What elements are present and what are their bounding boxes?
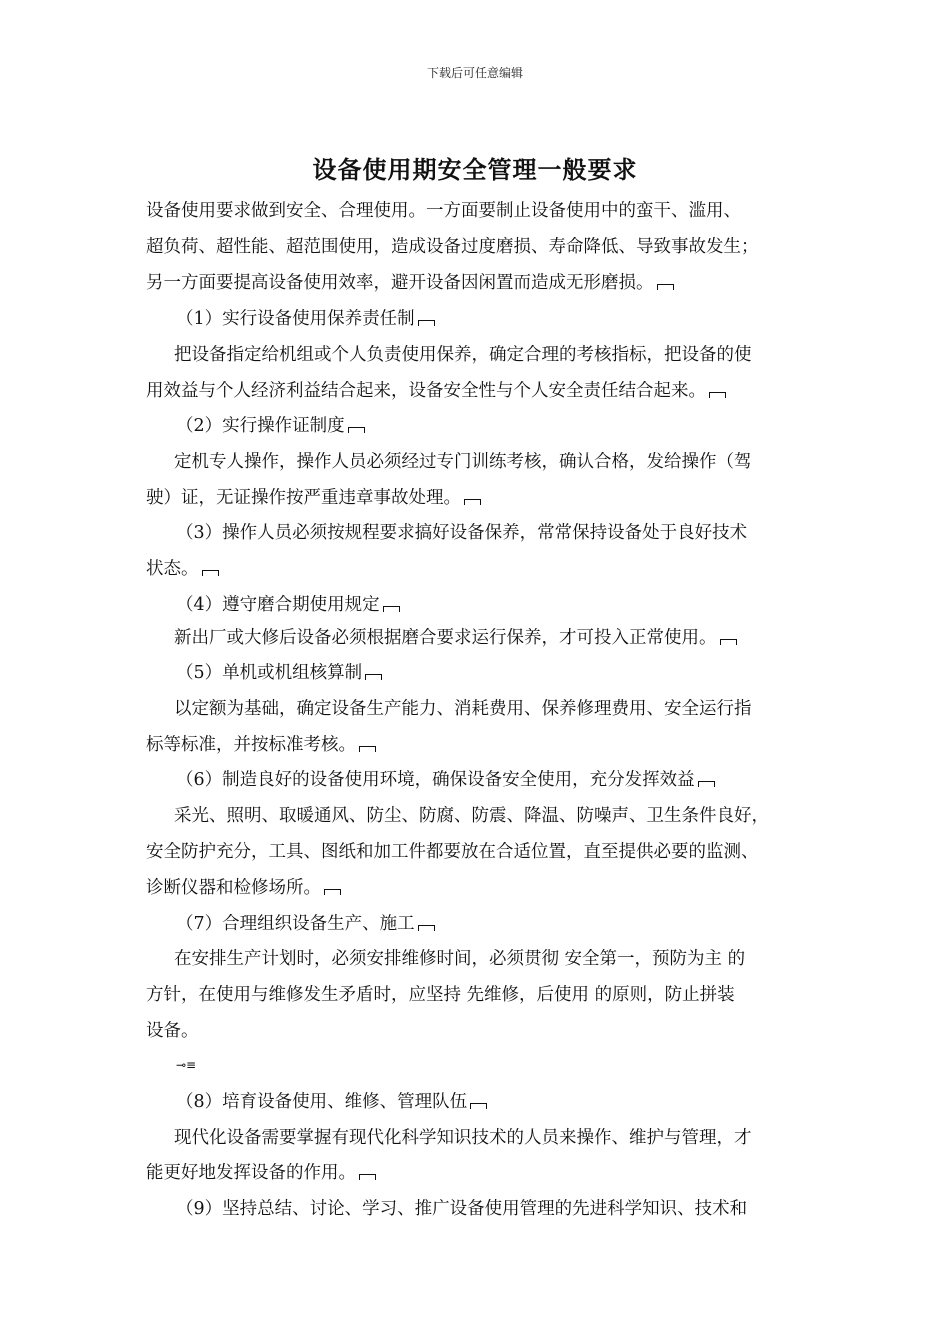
section-heading: （7）合理组织设备生产、施工 <box>176 911 435 937</box>
section-heading: （5）单机或机组核算制 <box>176 660 382 686</box>
paragraph-mark-icon <box>365 674 382 680</box>
body-line: 以定额为基础，确定设备生产能力、消耗费用、保养修理费用、安全运行指 <box>174 699 752 719</box>
body-line: 诊断仪器和检修场所。 <box>146 875 341 901</box>
body-line: 现代化设备需要掌握有现代化科学知识技术的人员来操作、维护与管理，才 <box>174 1128 752 1148</box>
body-line: 标等标准，并按标准考核。 <box>146 732 376 758</box>
body-line: 驶）证，无证操作按严重违章事故处理。 <box>146 485 481 511</box>
body-line: 能更好地发挥设备的作用。 <box>146 1160 376 1186</box>
section-heading: （4）遵守磨合期使用规定 <box>176 592 400 618</box>
section-heading: （6）制造良好的设备使用环境，确保设备安全使用，充分发挥效益 <box>176 767 715 793</box>
paragraph-mark-icon <box>418 925 435 931</box>
paragraph-mark-icon <box>348 427 365 433</box>
paragraph-mark-icon <box>698 781 715 787</box>
section-heading: （1）实行设备使用保养责任制 <box>176 306 435 332</box>
paragraph-mark-icon <box>383 606 400 612</box>
body-line: 设备使用要求做到安全、合理使用。一方面要制止设备使用中的蛮干、滥用、 <box>146 201 741 221</box>
body-line: 超负荷、超性能、超范围使用，造成设备过度磨损、寿命降低、导致事故发生； <box>146 237 759 257</box>
section-heading: （2）实行操作证制度 <box>176 413 365 439</box>
body-line: 新出厂或大修后设备必须根据磨合要求运行保养，才可投入正常使用。 <box>174 625 737 651</box>
paragraph-mark-icon <box>657 284 674 290</box>
body-line: 方针，在使用与维修发生矛盾时，应坚持 先维修，后使用 的原则，防止拼装 <box>146 985 735 1005</box>
page-title: 设备使用期安全管理一般要求 <box>312 155 638 184</box>
section-heading: （8）培育设备使用、维修、管理队伍 <box>176 1089 487 1115</box>
field-mark-icon: ⊸≡ <box>176 1058 197 1072</box>
body-line: 采光、照明、取暖通风、防尘、防腐、防震、降温、防噪声、卫生条件良好， <box>174 806 769 826</box>
paragraph-mark-icon <box>359 746 376 752</box>
section-heading: （9）坚持总结、讨论、学习、推广设备使用管理的先进科学知识、技术和 <box>176 1199 748 1219</box>
paragraph-mark-icon <box>359 1174 376 1180</box>
header-note: 下载后可任意编辑 <box>426 66 523 80</box>
section-heading: （3）操作人员必须按规程要求搞好设备保养，常常保持设备处于良好技术 <box>176 523 748 543</box>
paragraph-mark-icon <box>202 570 219 576</box>
body-line: 用效益与个人经济利益结合起来，设备安全性与个人安全责任结合起来。 <box>146 378 726 404</box>
paragraph-mark-icon <box>418 320 435 326</box>
paragraph-mark-icon <box>464 499 481 505</box>
body-line: 状态。 <box>146 556 219 582</box>
body-line: 设备。 <box>146 1021 199 1041</box>
paragraph-mark-icon <box>470 1103 487 1109</box>
body-line: 把设备指定给机组或个人负责使用保养，确定合理的考核指标，把设备的使 <box>174 345 752 365</box>
body-line: 定机专人操作，操作人员必须经过专门训练考核，确认合格，发给操作（驾 <box>174 452 752 472</box>
paragraph-mark-icon <box>720 639 737 645</box>
body-line: 安全防护充分，工具、图纸和加工件都要放在合适位置，直至提供必要的监测、 <box>146 842 759 862</box>
body-line: 在安排生产计划时，必须安排维修时间，必须贯彻 安全第一，预防为主 的 <box>174 949 746 969</box>
body-line: 另一方面要提高设备使用效率，避开设备因闲置而造成无形磨损。 <box>146 270 674 296</box>
paragraph-mark-icon <box>709 392 726 398</box>
paragraph-mark-icon <box>324 889 341 895</box>
